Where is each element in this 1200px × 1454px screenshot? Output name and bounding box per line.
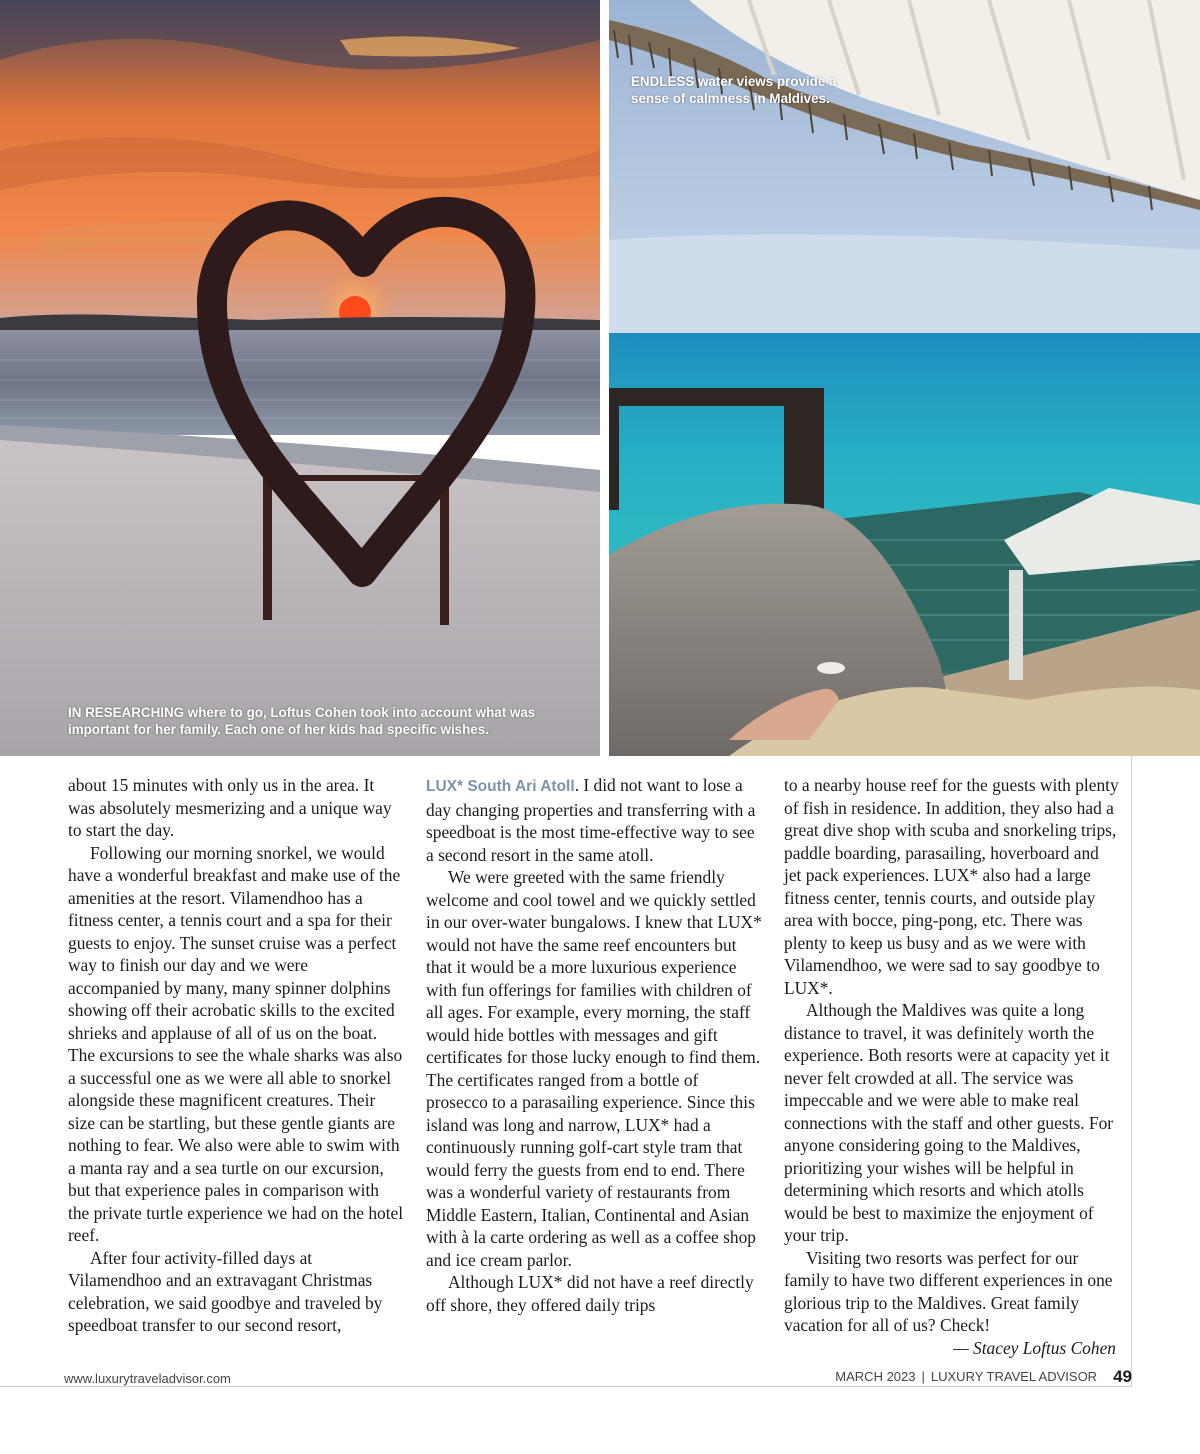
col3-paragraph-3: Visiting two resorts was perfect for our family to have two different experiences in one glorious trip to the Maldives. Great family vacation for all of us? Check! [784,1247,1113,1335]
footer-issue-date: MARCH 2023 [835,1369,916,1384]
frame-rule-right [1131,756,1132,1386]
maldives-view-image [609,0,1200,756]
article-column-3 [784,774,1120,1359]
right-caption-text: water views provide a sense of calmness in Maldives. [631,74,837,106]
article-column-1 [68,774,404,1337]
footer-website-link[interactable]: www.luxurytraveladvisor.com [64,1371,231,1386]
maldives-view-photo [609,0,1200,756]
right-caption-lead: ENDLESS [631,74,695,89]
left-caption-text: where to go, Loftus Cohen took into account what was important for her family. Each one of her kids had specific wishes. [68,705,536,737]
left-photo-caption [68,704,588,738]
col1-paragraph-3: After four activity-filled days at Vilamendhoo and an extravagant Christmas celebration, we said goodbye and traveled by speedboat transfer to our second resort, [68,1247,383,1335]
article-column-2 [426,774,762,1316]
col1-paragraph-1: about 15 minutes with only us in the area. It was absolutely mesmerizing and a unique way to start the day. [68,775,392,840]
footer-separator: | [921,1369,925,1384]
col1-paragraph-2: Following our morning snorkel, we would have a wonderful breakfast and make use of the amenities at the resort. Vilamendhoo has a fitness center, a tennis court and a spa for their guests to enjoy. The sunset cruise was a perfect way to finish our day and we were accompanied by many, many spinner dolphins showing off their acrobatic skills to the excited shrieks and applause of all of us on the boat. The excursions to see the whale sharks was also a successful one as we were all able to snorkel alongside these magnificent creatures. Their size can be startling, but these gentle giants are nothing to fear. We also were able to swim with a manta ray and a sea turtle on our excursion, but that experience pales in comparison with the private turtle experience we had on the hotel reef. [68,842,404,1245]
author-byline: — Stacey Loftus Cohen [953,1337,1116,1358]
right-photo-caption [631,73,861,107]
col2-paragraph-1-text: . I did not want to lose a day changing properties and transferring with a speedboat is the most time-effective way to see a second resort in the same atoll. [426,775,756,865]
left-caption-lead: IN RESEARCHING [68,705,185,720]
sunset-heart-image [0,0,600,756]
footer-publication-name: LUXURY TRAVEL ADVISOR [930,1369,1098,1384]
page-number: 49 [1113,1367,1132,1386]
footer-folio [835,1367,1132,1387]
col2-paragraph-3: Although LUX* did not have a reef directly off shore, they offered daily trips [426,1272,754,1315]
sunset-heart-photo [0,0,600,756]
col2-paragraph-1 [426,774,762,866]
col3-paragraph-1: to a nearby house reef for the guests with plenty of fish in residence. In addition, they also had a great dive shop with scuba and snorkeling trips, paddle boarding, parasailing, hoverboard and jet pack experiences. LUX* also had a large fitness center, tennis courts, and outside play area with bocce, ping-pong, etc. There was plenty to keep us busy and as we were with Vilamendhoo, we were sad to say goodbye to LUX*. [784,775,1119,998]
col2-paragraph-2: We were greeted with the same friendly welcome and cool towel and we quickly settled in our over-water bungalows. I knew that LUX* would not have the same reef encounters but that it would be a more luxurious experience with fun offerings for families with children of all ages. For example, every morning, the staff would hide bottles with messages and gift certificates for those lucky enough to find them. The certificates ranged from a bottle of prosecco to a parasailing experience. Since this island was long and narrow, LUX* had a continuously running golf-cart style tram that would ferry the guests from end to end. There was a wonderful variety of restaurants from Middle Eastern, Italian, Continental and Asian with à la carte ordering as well as a coffee shop and ice cream parlor. [426,867,762,1270]
col3-paragraph-2: Although the Maldives was quite a long distance to travel, it was definitely worth the experience. Both resorts were at capacity yet it never felt crowded at all. The service was impeccable and we were able to make real connections with the staff and other guests. For anyone considering going to the Maldives, prioritizing your wishes will be helpful in determining which resorts and which atolls would be best to maximize the enjoyment of your trip. [784,1000,1114,1245]
resort-name-lux: LUX* South Ari Atoll [426,778,575,795]
